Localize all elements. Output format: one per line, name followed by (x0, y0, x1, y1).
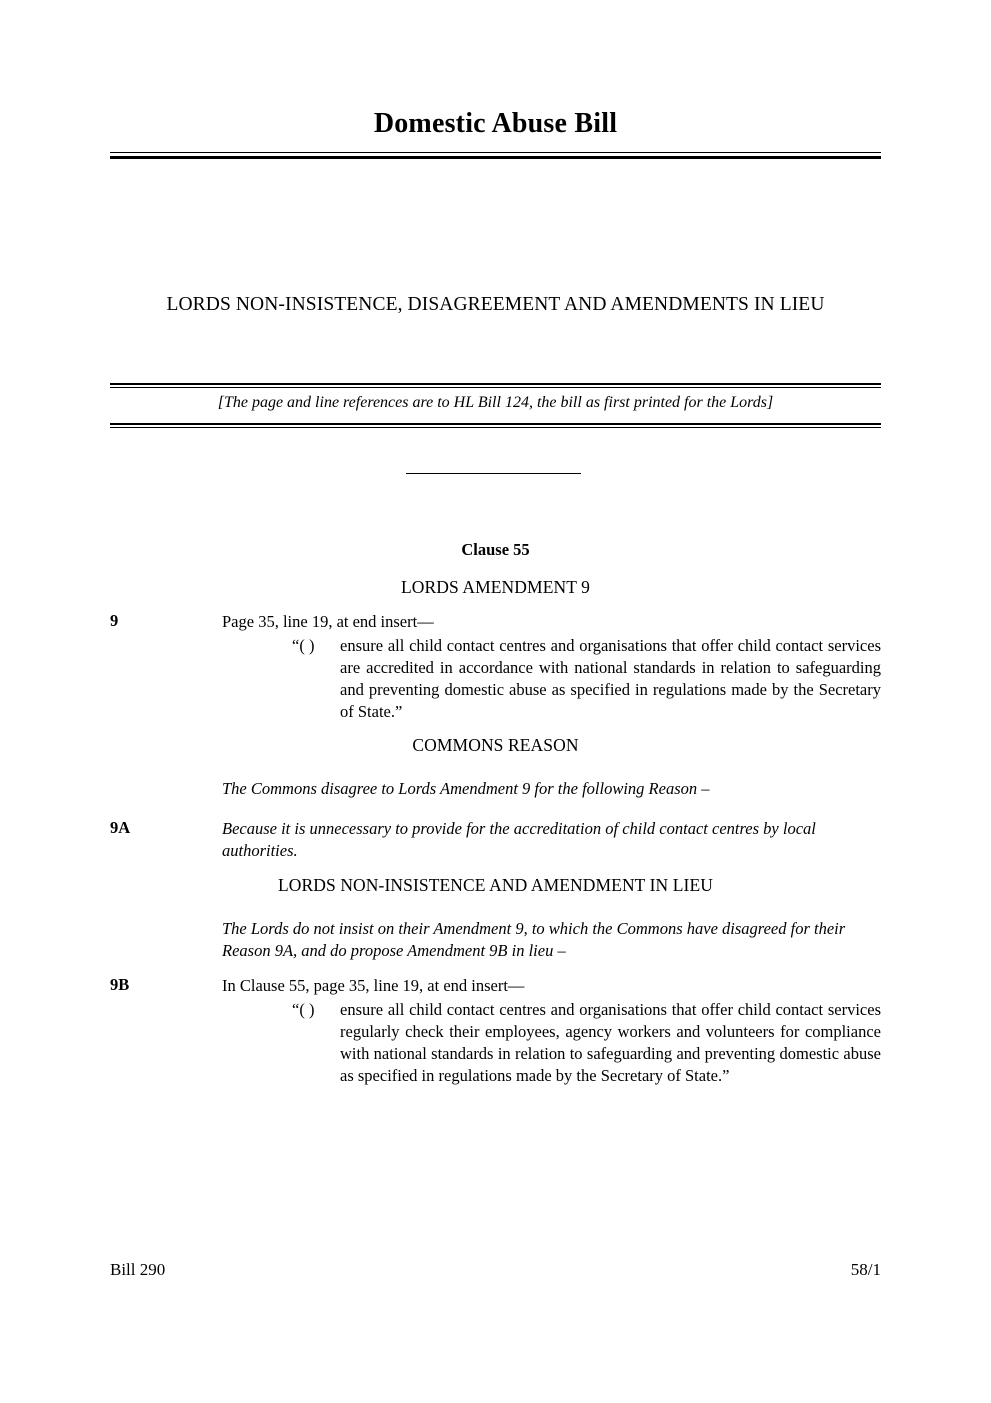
amendment-lead-line-9: Page 35, line 19, at end insert— (222, 612, 434, 631)
subject-heading: LORDS NON-INSISTENCE, DISAGREEMENT AND AMENDMENTS IN LIEU (166, 294, 825, 315)
clause-heading: Clause 55 (461, 540, 530, 559)
amendment-marker-9: 9 (110, 611, 119, 630)
section-divider-rule (406, 473, 581, 474)
document-title: Domestic Abuse Bill (373, 108, 618, 139)
amendment-lead-line-9b: In Clause 55, page 35, line 19, at end insert— (222, 976, 525, 995)
title-rule (110, 152, 881, 157)
bill-number: Bill 290 (110, 1260, 166, 1279)
amendment-quote-9b (292, 999, 881, 1088)
amendment-entry-9 (110, 611, 881, 724)
commons-reason-heading: COMMONS REASON (412, 735, 579, 755)
quote-text-9: ensure all child contact centres and organisations that offer child contact services are accredited in accordance with national standards in relation to safeguarding and preventing domestic abuse as specified in regulations made by the Secretary of State.” (340, 635, 881, 722)
commons-reason-intro: The Commons disagree to Lords Amendment 9 for the following Reason – (222, 779, 710, 798)
reason-text-9a: Because it is unnecessary to provide for the accreditation of child contact centres by local authorities. (222, 819, 816, 860)
quote-text-9b: ensure all child contact centres and organisations that offer child contact services regularly check their employees, agency workers and volunteers for compliance with national standards in relation to safeguarding and preventing domestic abuse as specified in regulations made by the Secretary of State.” (340, 999, 881, 1086)
amendment-marker-9b: 9B (110, 975, 130, 994)
quote-open-marker-9: “( ) (292, 635, 315, 655)
reason-marker-9a: 9A (110, 818, 131, 837)
amendment-in-lieu-intro: The Lords do not insist on their Amendment 9, to which the Commons have disagreed for their Reason 9A, and do propose Amendment 9B in lieu – (222, 919, 846, 960)
amendment-quote-9 (292, 635, 881, 724)
amendment-body-9b (222, 975, 881, 1088)
commons-reason-entry-9a (110, 818, 881, 862)
reference-note: [The page and line references are to HL Bill 124, the bill as first printed for the Lords] (217, 394, 774, 411)
amendment-body-9 (222, 611, 881, 724)
note-rule-top (110, 383, 881, 389)
amendment-entry-9b (110, 975, 881, 1088)
quote-open-marker-9b: “( ) (292, 999, 315, 1019)
lords-amendment-heading: LORDS AMENDMENT 9 (400, 577, 591, 597)
page-number: 58/1 (850, 1260, 881, 1279)
non-insistence-heading: LORDS NON-INSISTENCE AND AMENDMENT IN LIEU (277, 875, 714, 895)
note-rule-bottom (110, 423, 881, 429)
page-footer (110, 1260, 881, 1280)
